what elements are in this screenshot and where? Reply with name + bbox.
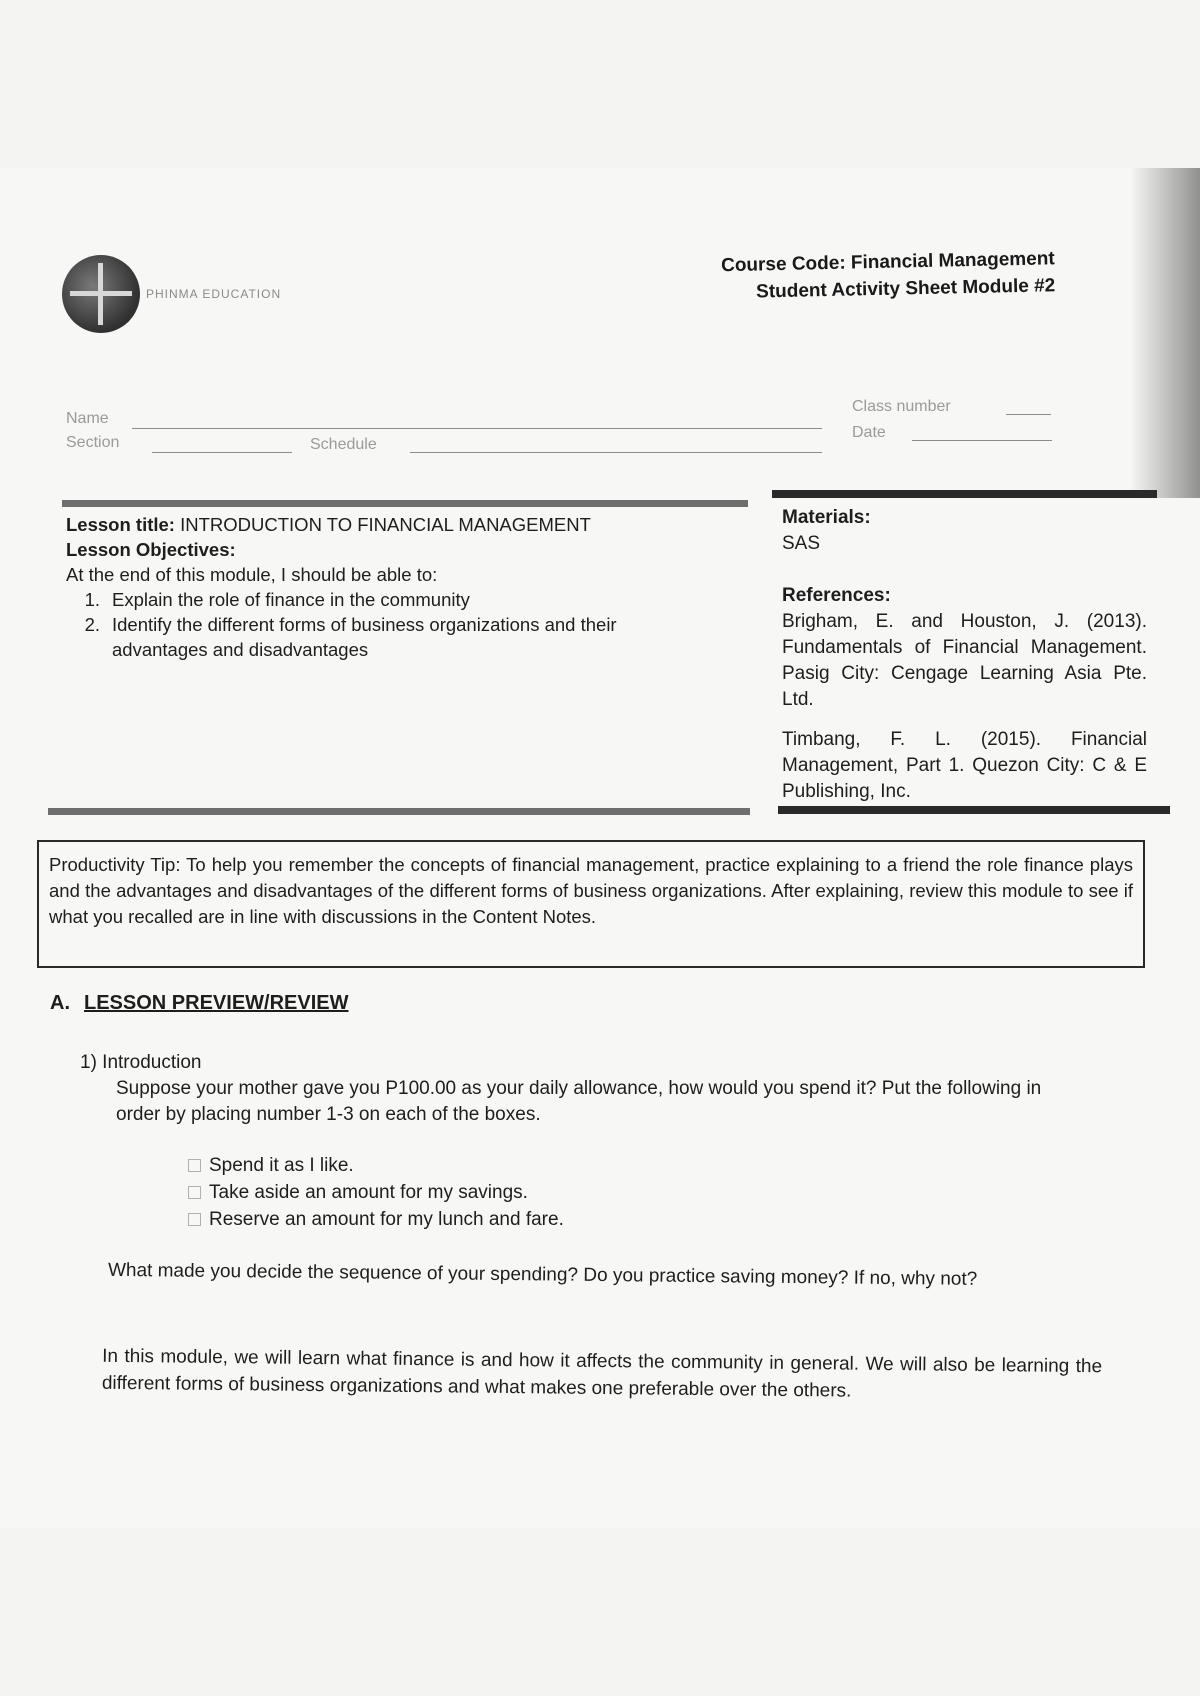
page-edge-shadow xyxy=(1130,168,1200,498)
top-right-divider xyxy=(772,490,1157,498)
lesson-title-value: INTRODUCTION TO FINANCIAL MANAGEMENT xyxy=(180,514,591,535)
lesson-title-label: Lesson title: xyxy=(66,514,175,535)
objective-item: 2. Identify the different forms of business organizations and their advantages and disadvantages xyxy=(84,614,617,660)
name-label: Name xyxy=(66,410,109,427)
section-field[interactable] xyxy=(152,452,292,453)
objective-item: 1. Explain the role of finance in the community xyxy=(84,589,470,610)
closing-paragraph: In this module, we will learn what finance is and how it affects the community in general. We will also be learning the different forms of business organizations and what makes one preferable over the others. xyxy=(101,1345,1103,1402)
course-code: Course Code: Financial Management xyxy=(720,248,1055,277)
sheet-title: Student Activity Sheet Module #2 xyxy=(755,275,1056,303)
choice-item: Reserve an amount for my lunch and fare. xyxy=(188,1206,564,1233)
reflection-question: What made you decide the sequence of your spending? Do you practice saving money? If no, why not? xyxy=(107,1259,978,1290)
date-label: Date xyxy=(852,424,886,441)
objectives-list xyxy=(66,587,746,662)
section-a-heading: A. LESSON PREVIEW/REVIEW xyxy=(50,992,349,1014)
reference-item: Timbang, F. L. (2015). Financial Management, Part 1. Quezon City: C & E Publishing, Inc. xyxy=(782,729,1147,802)
productivity-tip-text: Productivity Tip: To help you remember the concepts of financial management, practice explaining to a friend the role finance plays and the advantages and disadvantages of the different forms of business organizations. After explaining, review this module to see if what you recalled are in line with discussions in the Content Notes. xyxy=(49,854,1133,927)
introduction-text: Suppose your mother gave you P100.00 as your daily allowance, how would you spend it? Put the following in order by placing number 1-3 on each of the boxes. xyxy=(116,1078,1042,1125)
bottom-left-divider xyxy=(48,808,750,815)
lesson-objectives-heading: Lesson Objectives: xyxy=(66,539,236,560)
top-left-divider xyxy=(62,500,748,507)
course-header xyxy=(599,245,1055,309)
ranking-box[interactable] xyxy=(188,1213,201,1226)
ranking-box[interactable] xyxy=(188,1186,201,1199)
choice-item: Spend it as I like. xyxy=(188,1152,564,1179)
lesson-block xyxy=(66,512,746,662)
section-label: Section xyxy=(66,434,120,451)
choice-item: Take aside an amount for my savings. xyxy=(188,1179,564,1206)
schedule-label: Schedule xyxy=(310,436,377,453)
school-logo xyxy=(62,255,281,333)
schedule-field[interactable] xyxy=(410,452,822,453)
materials-references xyxy=(782,505,1147,819)
introduction-label: 1) Introduction xyxy=(80,1052,202,1073)
logo-text: PHINMA EDUCATION xyxy=(146,287,282,301)
ranking-box[interactable] xyxy=(188,1159,201,1172)
materials-heading: Materials: xyxy=(782,507,871,528)
reference-item: Brigham, E. and Houston, J. (2013). Fundamentals of Financial Management. Pasig City: Cengage Learning Asia Pte. Ltd. xyxy=(782,611,1147,710)
materials-value: SAS xyxy=(782,533,821,554)
logo-emblem-icon xyxy=(62,255,140,333)
date-field[interactable] xyxy=(912,440,1052,441)
class-number-label: Class number xyxy=(852,398,951,415)
spending-choices xyxy=(188,1152,564,1233)
lesson-objectives-intro: At the end of this module, I should be able to: xyxy=(66,564,438,585)
class-number-field[interactable] xyxy=(1006,414,1051,415)
productivity-tip-box xyxy=(37,840,1145,968)
lesson-title xyxy=(66,512,746,537)
introduction-block xyxy=(80,1050,1090,1128)
name-field[interactable] xyxy=(132,428,822,429)
references-heading: References: xyxy=(782,585,891,606)
